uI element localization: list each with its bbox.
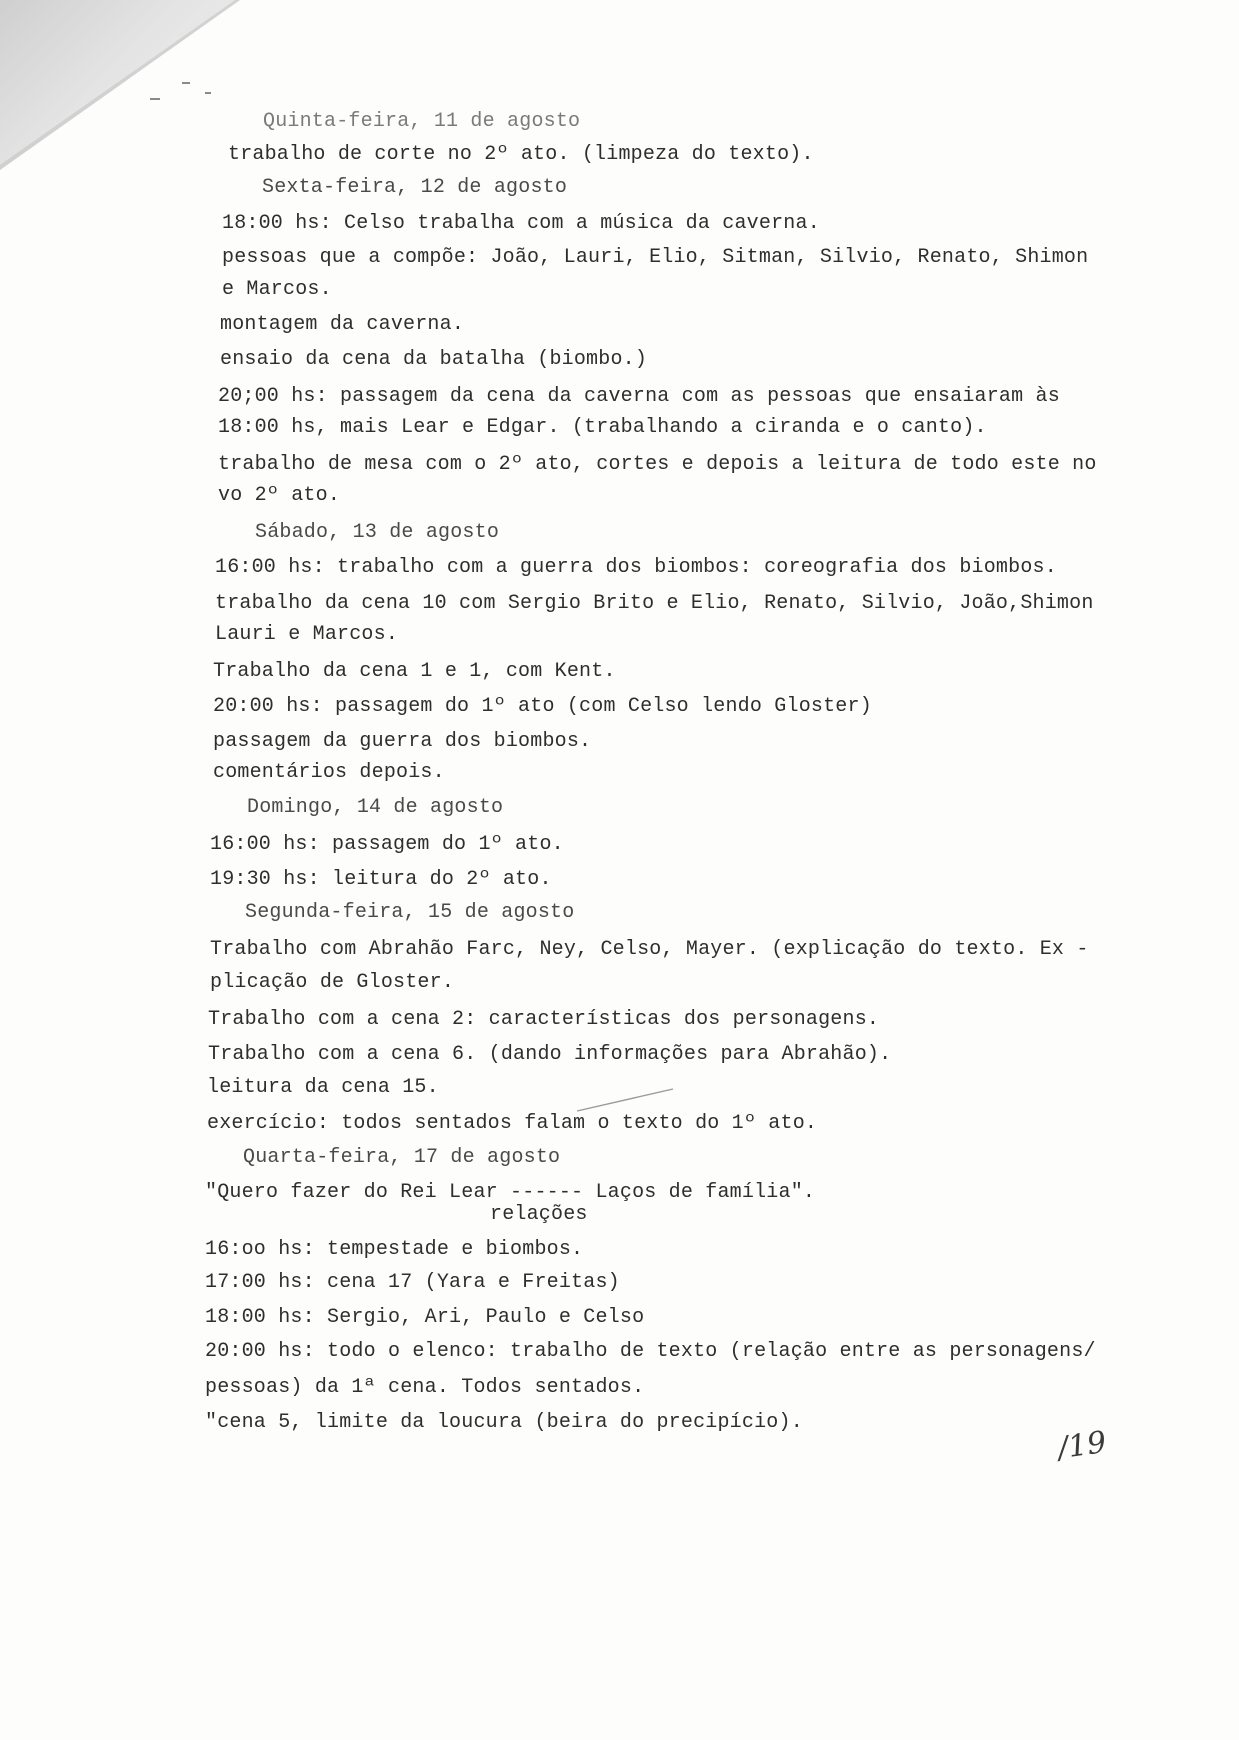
day-heading: Quarta-feira, 17 de agosto xyxy=(243,1146,561,1169)
entry-line: Trabalho da cena 1 e 1, com Kent. xyxy=(213,660,616,683)
day-heading: Quinta-feira, 11 de agosto xyxy=(263,110,581,133)
entry-line: 20;00 hs: passagem da cena da caverna com as pessoas que ensaiaram às xyxy=(218,385,1060,408)
pen-stroke-mark xyxy=(575,1085,675,1115)
entry-line: pessoas que a compõe: João, Lauri, Elio, Sitman, Silvio, Renato, Shimon xyxy=(222,246,1089,269)
entry-line: vo 2º ato. xyxy=(218,484,341,507)
entry-line: 16:00 hs: passagem do 1º ato. xyxy=(210,833,564,856)
entry-line: leitura da cena 15. xyxy=(207,1076,439,1099)
entry-line: trabalho de corte no 2º ato. (limpeza do texto). xyxy=(228,143,814,166)
entry-line: 17:00 hs: cena 17 (Yara e Freitas) xyxy=(205,1271,620,1294)
entry-line: Trabalho com Abrahão Farc, Ney, Celso, Mayer. (explicação do texto. Ex - xyxy=(210,938,1089,961)
scan-speck xyxy=(182,82,190,84)
entry-line: 18:00 hs: Sergio, Ari, Paulo e Celso xyxy=(205,1306,645,1329)
entry-line: 19:30 hs: leitura do 2º ato. xyxy=(210,868,552,891)
entry-line: exercício: todos sentados falam o texto do 1º ato. xyxy=(207,1112,818,1135)
entry-line: plicação de Gloster. xyxy=(210,971,455,994)
entry-line: relações xyxy=(490,1203,588,1226)
scan-speck xyxy=(150,98,160,100)
entry-line: 18:00 hs, mais Lear e Edgar. (trabalhando a ciranda e o canto). xyxy=(218,416,987,439)
entry-line: passagem da guerra dos biombos. xyxy=(213,730,592,753)
day-heading: Sexta-feira, 12 de agosto xyxy=(262,176,568,199)
entry-line: 18:00 hs: Celso trabalha com a música da caverna. xyxy=(222,212,820,235)
entry-line: trabalho da cena 10 com Sergio Brito e Elio, Renato, Silvio, João,Shimon xyxy=(215,592,1094,615)
entry-line: pessoas) da 1ª cena. Todos sentados. xyxy=(205,1376,645,1399)
entry-line: 16:oo hs: tempestade e biombos. xyxy=(205,1238,584,1261)
entry-line: "cena 5, limite da loucura (beira do precipício). xyxy=(205,1411,803,1434)
entry-line: trabalho de mesa com o 2º ato, cortes e depois a leitura de todo este no xyxy=(218,453,1097,476)
entry-line: 16:00 hs: trabalho com a guerra dos biombos: coreografia dos biombos. xyxy=(215,556,1057,579)
entry-line: comentários depois. xyxy=(213,761,445,784)
page-number: /19 xyxy=(1055,1424,1109,1467)
entry-line: Trabalho com a cena 2: características dos personagens. xyxy=(208,1008,880,1031)
entry-line: Lauri e Marcos. xyxy=(215,623,399,646)
entry-line: montagem da caverna. xyxy=(220,313,465,336)
entry-line: ensaio da cena da batalha (biombo.) xyxy=(220,348,648,371)
entry-line: 20:00 hs: todo o elenco: trabalho de texto (relação entre as personagens/ xyxy=(205,1340,1096,1363)
day-heading: Sábado, 13 de agosto xyxy=(255,521,500,544)
scan-speck xyxy=(205,92,211,94)
day-heading: Domingo, 14 de agosto xyxy=(247,796,504,819)
entry-line: Trabalho com a cena 6. (dando informações para Abrahão). xyxy=(208,1043,892,1066)
day-heading: Segunda-feira, 15 de agosto xyxy=(245,901,575,924)
entry-line: 20:00 hs: passagem do 1º ato (com Celso lendo Gloster) xyxy=(213,695,872,718)
entry-line: "Quero fazer do Rei Lear ------ Laços de família". xyxy=(205,1181,816,1204)
entry-line: e Marcos. xyxy=(222,278,332,301)
